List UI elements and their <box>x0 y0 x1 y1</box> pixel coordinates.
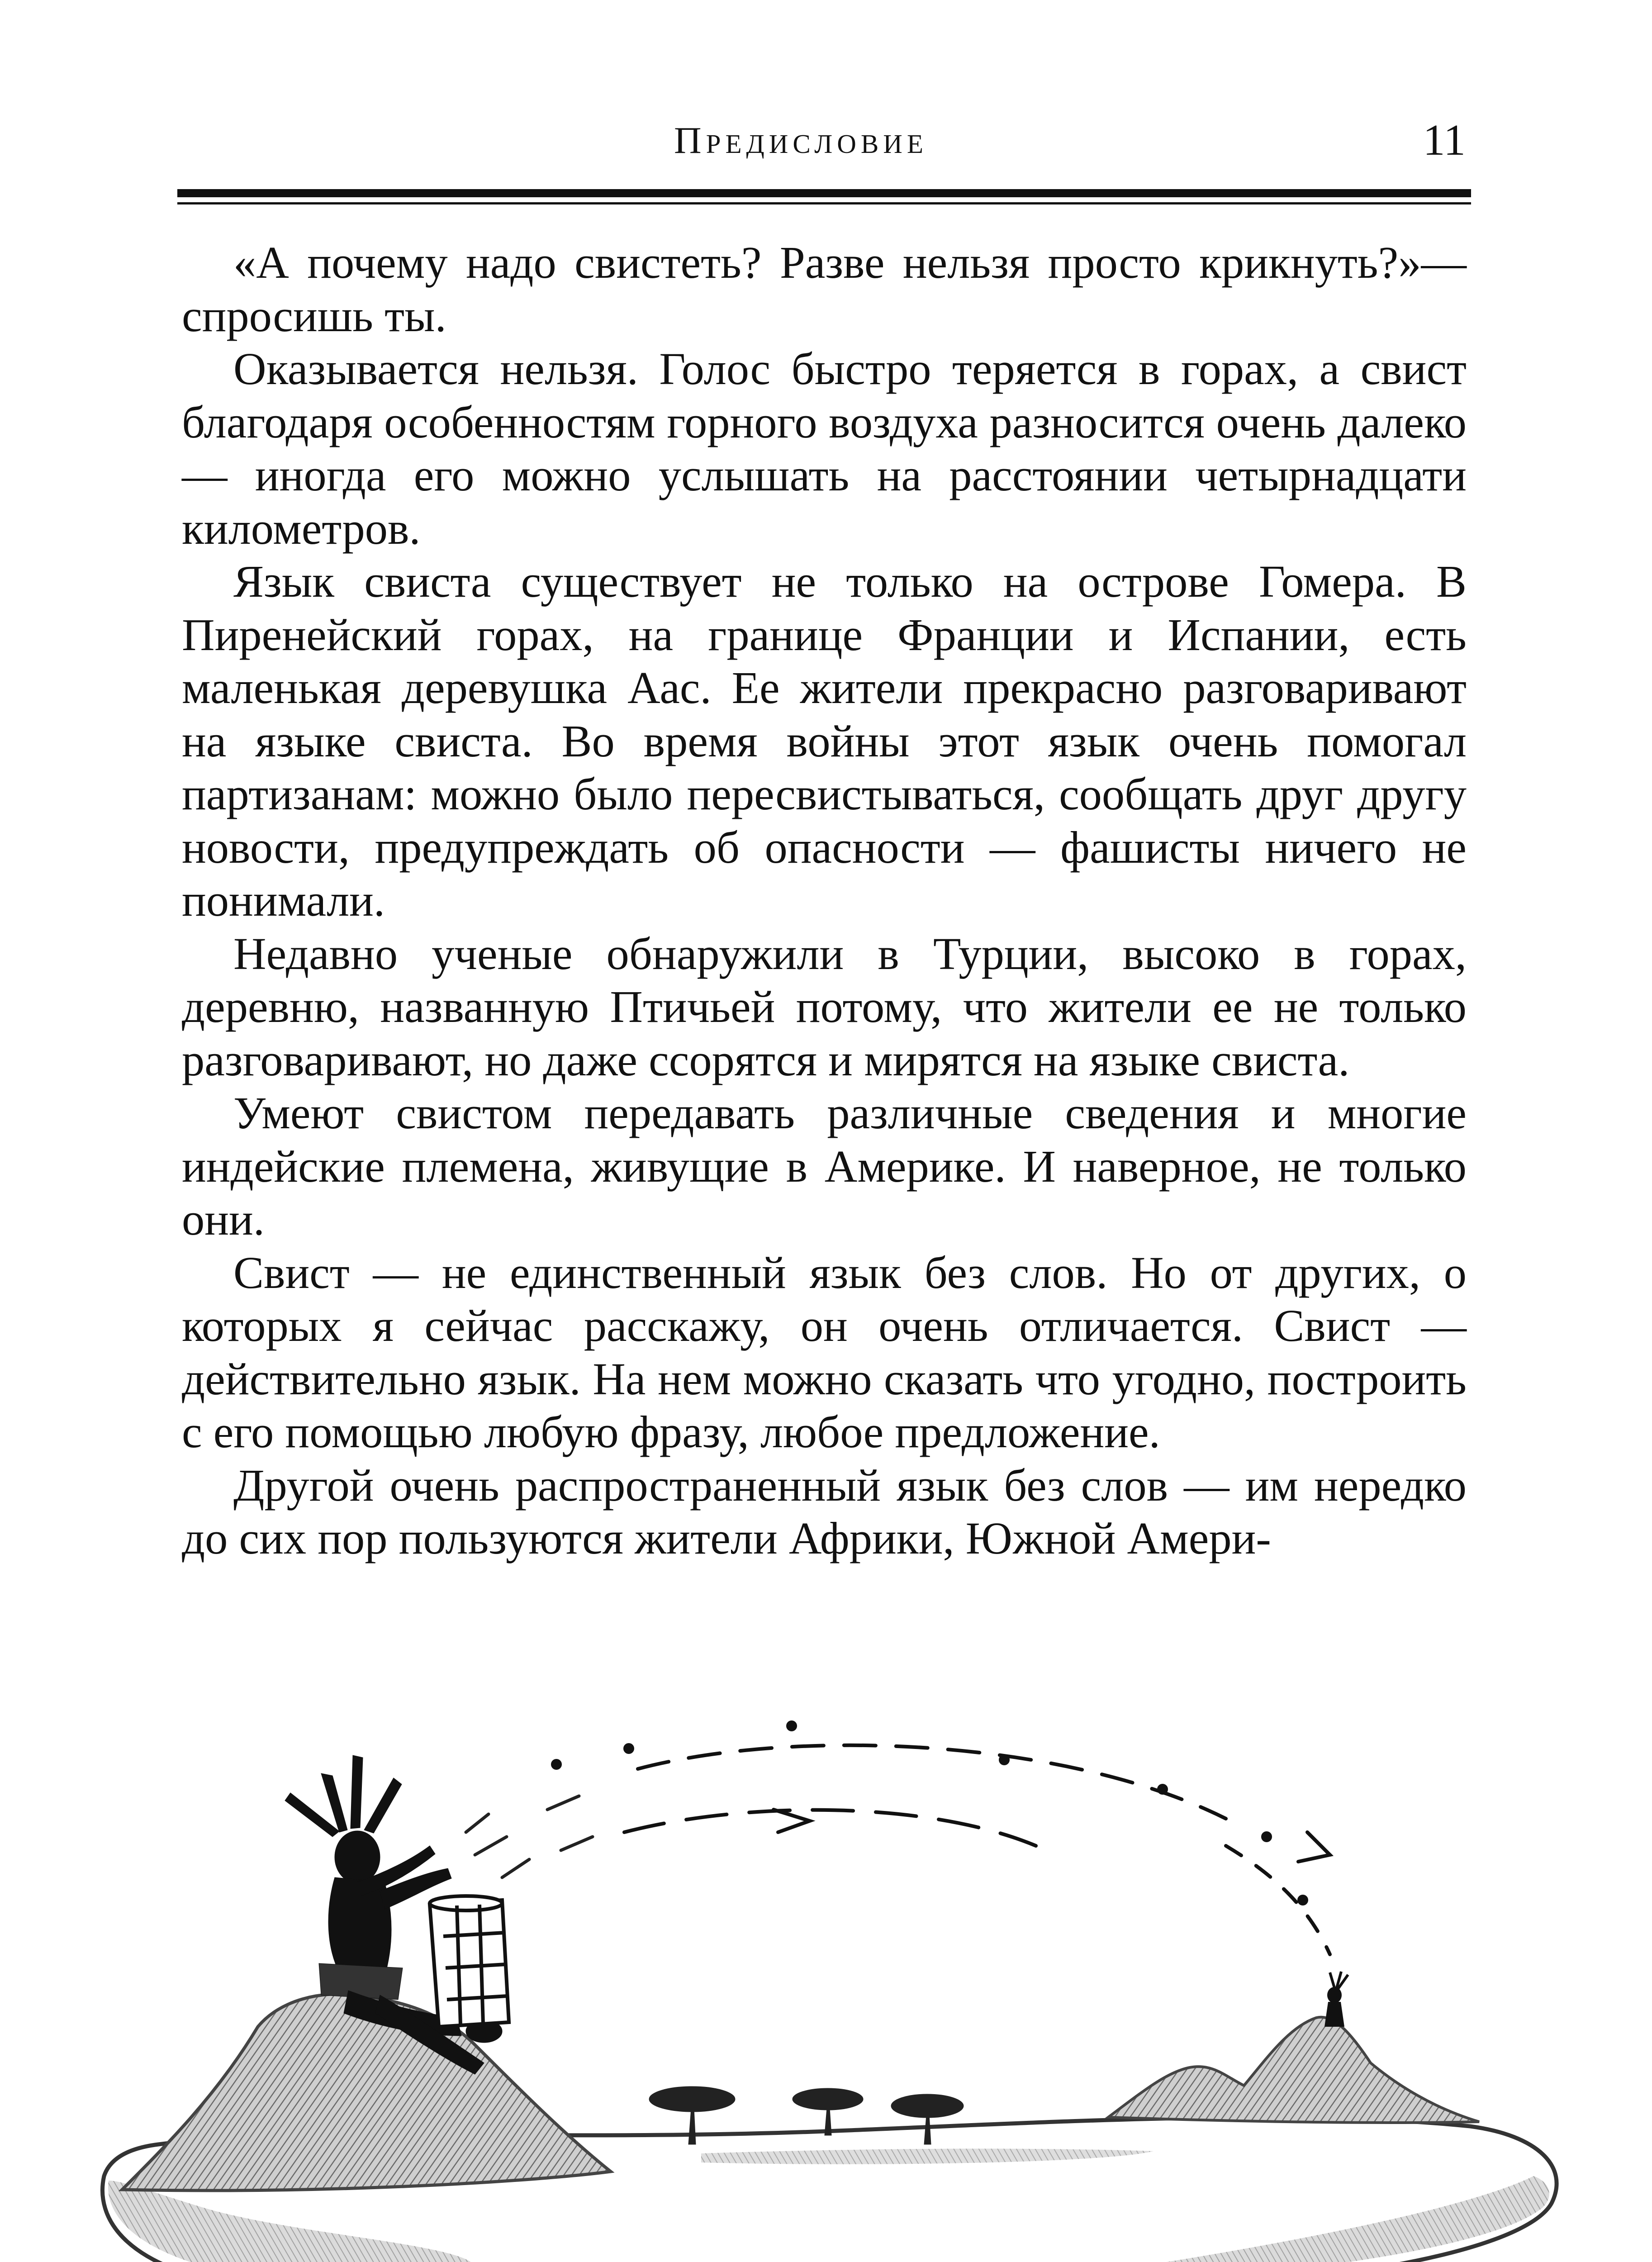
distant-listener <box>1324 1972 1348 2027</box>
drum <box>430 1896 509 2027</box>
paragraph: Недавно ученые обнаружили в Турции, высоко в горах, деревню, названную Птичьей потому, что жители ее не только разговаривают, но даже ссорятся и мирятся на языке свиста. <box>182 928 1467 1085</box>
paragraph: Другой очень распространенный язык без слов — им нередко до сих пор пользуются жители Африки, Южной Амери- <box>182 1459 1467 1563</box>
running-title: Предисловие <box>674 119 928 162</box>
header-rule-thin <box>177 202 1471 204</box>
page-header <box>181 116 1466 173</box>
page-number: 11 <box>1423 116 1466 165</box>
ground-shading-right <box>1108 2176 1549 2262</box>
paragraph: Умеют свистом передавать различные сведения и многие индейские племена, живущие в Америке. И наверное, не только они. <box>182 1088 1467 1245</box>
paragraph: Свист — не единственный язык без слов. Но от других, о которых я сейчас расскажу, он очень отличается. Свист — действительно язык. На нем можно сказать что угодно, построить с его помощью любую фразу, любое предложение. <box>182 1247 1467 1457</box>
paragraph: Оказывается нельзя. Голос быстро теряется в горах, а свист благодаря особенностям горного воздуха разносится очень далеко — иногда его можно услышать на расстоянии четырнадцати километров. <box>182 343 1467 554</box>
left-mountain <box>122 1994 611 2191</box>
sound-waves <box>466 1796 593 1877</box>
body-text <box>182 236 1467 1565</box>
trajectory-dots <box>551 1720 1308 1906</box>
paragraph: «А почему надо свистеть? Разве нельзя просто крикнуть?»— спросишь ты. <box>182 237 1467 341</box>
drummer-illustration <box>68 1701 1584 2262</box>
right-hills <box>1108 2017 1479 2123</box>
ground-shading-center <box>701 2149 1154 2164</box>
paragraph: Язык свиста существует не только на острове Гомера. В Пиренейский горах, на границе Франции и Испании, есть маленькая деревушка Аас. Ее жители прекрасно разговаривают на языке свиста. Во время войны этот язык очень помогал партизанам: можно было пересвистываться, сообщать друг другу новости, предупреждать об опасности — фашисты ничего не понимали. <box>182 556 1467 926</box>
signal-trajectory <box>624 1745 1330 1954</box>
ground-shading <box>108 2181 475 2262</box>
header-rule-thick <box>177 189 1471 197</box>
